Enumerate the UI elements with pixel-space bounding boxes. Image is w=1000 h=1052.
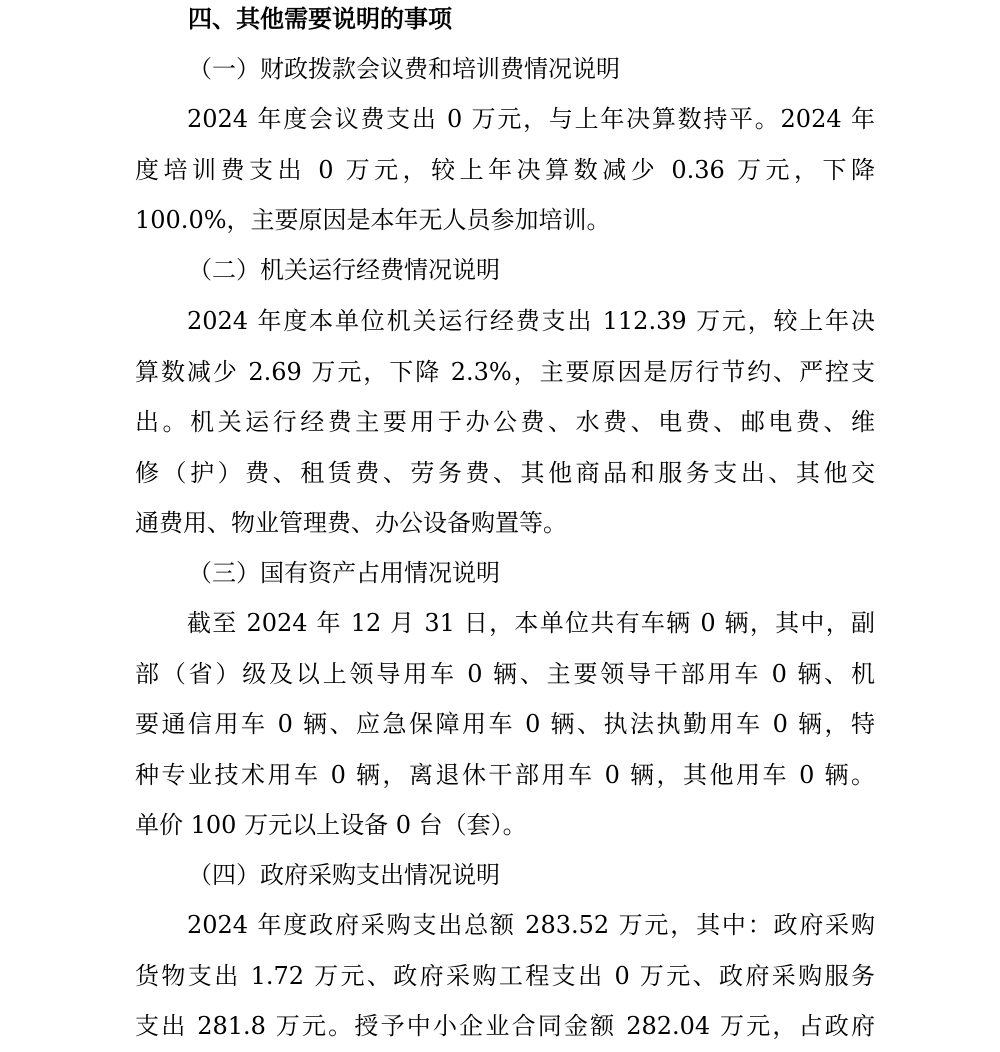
paragraph-line: 截至 2024 年 12 月 31 日，本单位共有车辆 0 辆，其中，副 <box>187 609 875 637</box>
paragraph-line: 100.0%，主要原因是本年无人员参加培训。 <box>135 206 611 234</box>
paragraph-line: 种专业技术用车 0 辆，离退休干部用车 0 辆，其他用车 0 辆。 <box>135 760 875 789</box>
paragraph-line: 单价 100 万元以上设备 0 台（套）。 <box>135 811 527 839</box>
main-heading: 四、其他需要说明的事项 <box>188 5 452 33</box>
section-heading-1: （一）财政拨款会议费和培训费情况说明 <box>188 55 620 83</box>
paragraph-line: 部（省）级及以上领导用车 0 辆、主要领导干部用车 0 辆、机 <box>135 659 875 688</box>
section-4-paragraph <box>135 900 875 1052</box>
section-1-paragraph <box>135 94 875 246</box>
paragraph-line: 度培训费支出 0 万元，较上年决算数减少 0.36 万元，下降 <box>135 155 875 184</box>
paragraph-line: 货物支出 1.72 万元、政府采购工程支出 0 万元、政府采购服务 <box>135 961 875 990</box>
section-heading-4: （四）政府采购支出情况说明 <box>188 861 500 889</box>
paragraph-line: 2024 年度政府采购支出总额 283.52 万元，其中：政府采购 <box>187 911 875 939</box>
paragraph-line: 通费用、物业管理费、办公设备购置等。 <box>135 509 567 537</box>
section-heading-2: （二）机关运行经费情况说明 <box>188 256 500 284</box>
paragraph-line: 出。机关运行经费主要用于办公费、水费、电费、邮电费、维 <box>135 408 875 436</box>
paragraph-line: 支出 281.8 万元。授予中小企业合同金额 282.04 万元，占政府 <box>135 1012 875 1040</box>
section-2-paragraph <box>135 296 875 549</box>
section-heading-3: （三）国有资产占用情况说明 <box>188 559 500 587</box>
paragraph-line: 修（护）费、租赁费、劳务费、其他商品和服务支出、其他交 <box>135 458 875 487</box>
paragraph-line: 算数减少 2.69 万元，下降 2.3%，主要原因是厉行节约、严控支 <box>135 357 875 386</box>
paragraph-line: 2024 年度本单位机关运行经费支出 112.39 万元，较上年决 <box>187 307 875 335</box>
section-3-paragraph <box>135 598 875 851</box>
paragraph-line: 要通信用车 0 辆、应急保障用车 0 辆、执法执勤用车 0 辆，特 <box>135 710 875 738</box>
paragraph-line: 2024 年度会议费支出 0 万元，与上年决算数持平。2024 年 <box>187 105 875 133</box>
